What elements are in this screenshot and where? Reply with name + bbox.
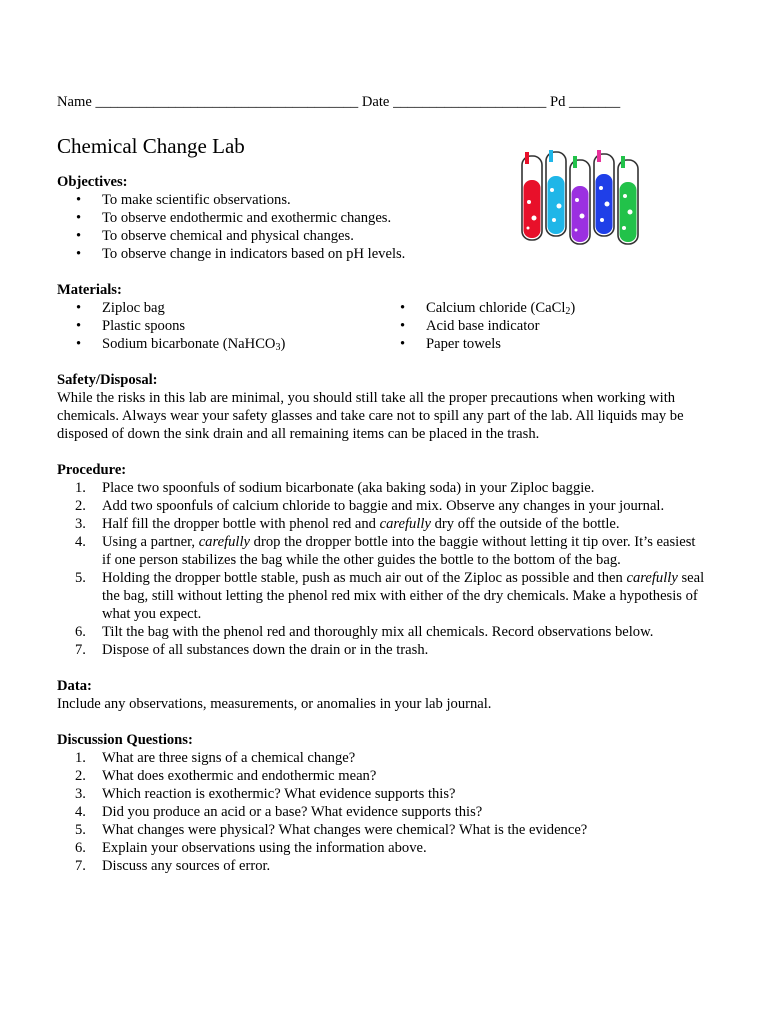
list-item	[57, 479, 705, 497]
safety-heading: Safety/Disposal:	[57, 372, 158, 388]
list-item: • Ziploc bag	[57, 299, 381, 317]
discussion-heading: Discussion Questions:	[57, 732, 193, 748]
subscript: 3	[275, 342, 281, 353]
closing-paren: )	[570, 300, 576, 316]
materials-list	[57, 299, 705, 353]
procedure-section	[57, 461, 705, 659]
test-tubes-icon	[518, 150, 646, 250]
question-number: 1.	[75, 750, 86, 766]
question-text: What does exothermic and endothermic mean?	[102, 768, 377, 784]
step-number: 1.	[75, 480, 86, 496]
safety-section	[57, 371, 705, 443]
procedure-heading: Procedure:	[57, 462, 127, 478]
step-text: drop the dropper bottle into the baggie without letting it tip over. It’s easiest if one person stabilizes the bag while the other guides the bottle to the bottom of the bag.	[102, 534, 696, 568]
question-number: 4.	[75, 804, 86, 820]
objectives-heading: Objectives:	[57, 174, 128, 190]
step-number: 5.	[75, 570, 86, 586]
test-tube	[546, 150, 566, 236]
test-tube	[618, 156, 638, 244]
list-item	[57, 623, 705, 641]
data-section	[57, 677, 705, 713]
name-label: Name	[57, 94, 92, 110]
closing-paren: )	[280, 336, 286, 352]
question-number: 6.	[75, 840, 86, 856]
list-item	[381, 299, 705, 317]
test-tube	[594, 150, 614, 236]
period-label: Pd	[549, 94, 566, 110]
question-text: Discuss any sources of error.	[102, 858, 271, 874]
step-number: 4.	[75, 534, 86, 550]
calcium-chloride-text: Calcium chloride (CaCl	[426, 300, 566, 316]
step-text: Place two spoonfuls of sodium bicarbonate (aka baking soda) in your Ziploc baggie.	[102, 480, 595, 496]
step-text: Holding the dropper bottle stable, push as much air out of the Ziploc as possible and then	[102, 570, 627, 586]
subscript: 2	[565, 306, 571, 317]
test-tube	[570, 156, 590, 244]
procedure-list	[57, 479, 705, 659]
name-blank[interactable]: ____________________________________	[95, 94, 359, 110]
step-text: dry off the outside of the bottle.	[430, 516, 620, 532]
list-item	[57, 839, 705, 857]
question-text: Did you produce an acid or a base? What evidence supports this?	[102, 804, 483, 820]
question-text: Explain your observations using the information above.	[102, 840, 427, 856]
materials-heading: Materials:	[57, 282, 122, 298]
date-blank[interactable]: _____________________	[393, 94, 547, 110]
step-number: 7.	[75, 642, 86, 658]
date-label: Date	[361, 94, 390, 110]
period-blank[interactable]: _______	[569, 94, 621, 110]
list-item	[57, 533, 705, 569]
question-number: 2.	[75, 768, 86, 784]
step-text: Tilt the bag with the phenol red and thoroughly mix all chemicals. Record observations below.	[102, 624, 654, 640]
test-tube	[522, 152, 542, 240]
discussion-list	[57, 749, 705, 875]
step-text: Using a partner,	[102, 534, 199, 550]
list-item: • Paper towels	[381, 335, 705, 353]
step-number: 6.	[75, 624, 86, 640]
question-text: What are three signs of a chemical change?	[102, 750, 356, 766]
list-item	[57, 641, 705, 659]
list-item	[57, 767, 705, 785]
step-number: 3.	[75, 516, 86, 532]
list-item: • To observe chemical and physical changes.	[57, 227, 705, 245]
list-item	[57, 515, 705, 533]
list-item	[57, 749, 705, 767]
step-text: Dispose of all substances down the drain or in the trash.	[102, 642, 429, 658]
question-text: Which reaction is exothermic? What evidence supports this?	[102, 786, 456, 802]
sodium-bicarbonate-text: Sodium bicarbonate (NaHCO	[102, 336, 276, 352]
list-item: • To observe change in indicators based on pH levels.	[57, 245, 705, 263]
list-item	[57, 335, 381, 353]
materials-left-column	[57, 299, 381, 353]
page-title: Chemical Change Lab	[57, 134, 245, 158]
list-item	[57, 497, 705, 515]
question-number: 5.	[75, 822, 86, 838]
list-item	[57, 803, 705, 821]
list-item: • Plastic spoons	[57, 317, 381, 335]
safety-text: While the risks in this lab are minimal, you should still take all the proper precautions when working with chemicals. Always wear your safety glasses and take care not to spill any part of the lab. All liquids may be disposed of down the sink drain and all remaining items can be placed in the trash.	[57, 390, 684, 442]
data-heading: Data:	[57, 678, 92, 694]
step-number: 2.	[75, 498, 86, 514]
list-item: • Acid base indicator	[381, 317, 705, 335]
emphasis: carefully	[198, 534, 251, 550]
materials-right-column	[381, 299, 705, 353]
list-item	[57, 857, 705, 875]
step-text: Half fill the dropper bottle with phenol red and	[102, 516, 380, 532]
question-number: 3.	[75, 786, 86, 802]
question-text: What changes were physical? What changes were chemical? What is the evidence?	[102, 822, 588, 838]
list-item: • To observe endothermic and exothermic changes.	[57, 209, 705, 227]
list-item: • To make scientific observations.	[57, 191, 705, 209]
step-text: seal the bag, still without letting the phenol red mix with either of the dry chemicals. Make a hypothesis of what you expect.	[102, 570, 705, 622]
emphasis: carefully	[379, 516, 431, 532]
data-text: Include any observations, measurements, or anomalies in your lab journal.	[57, 696, 492, 712]
list-item	[57, 821, 705, 839]
emphasis: carefully	[626, 570, 678, 586]
student-info-line	[57, 93, 705, 111]
list-item	[57, 785, 705, 803]
list-item	[57, 569, 705, 623]
step-text: Add two spoonfuls of calcium chloride to baggie and mix. Observe any changes in your journal.	[102, 498, 665, 514]
discussion-section	[57, 731, 705, 875]
question-number: 7.	[75, 858, 86, 874]
